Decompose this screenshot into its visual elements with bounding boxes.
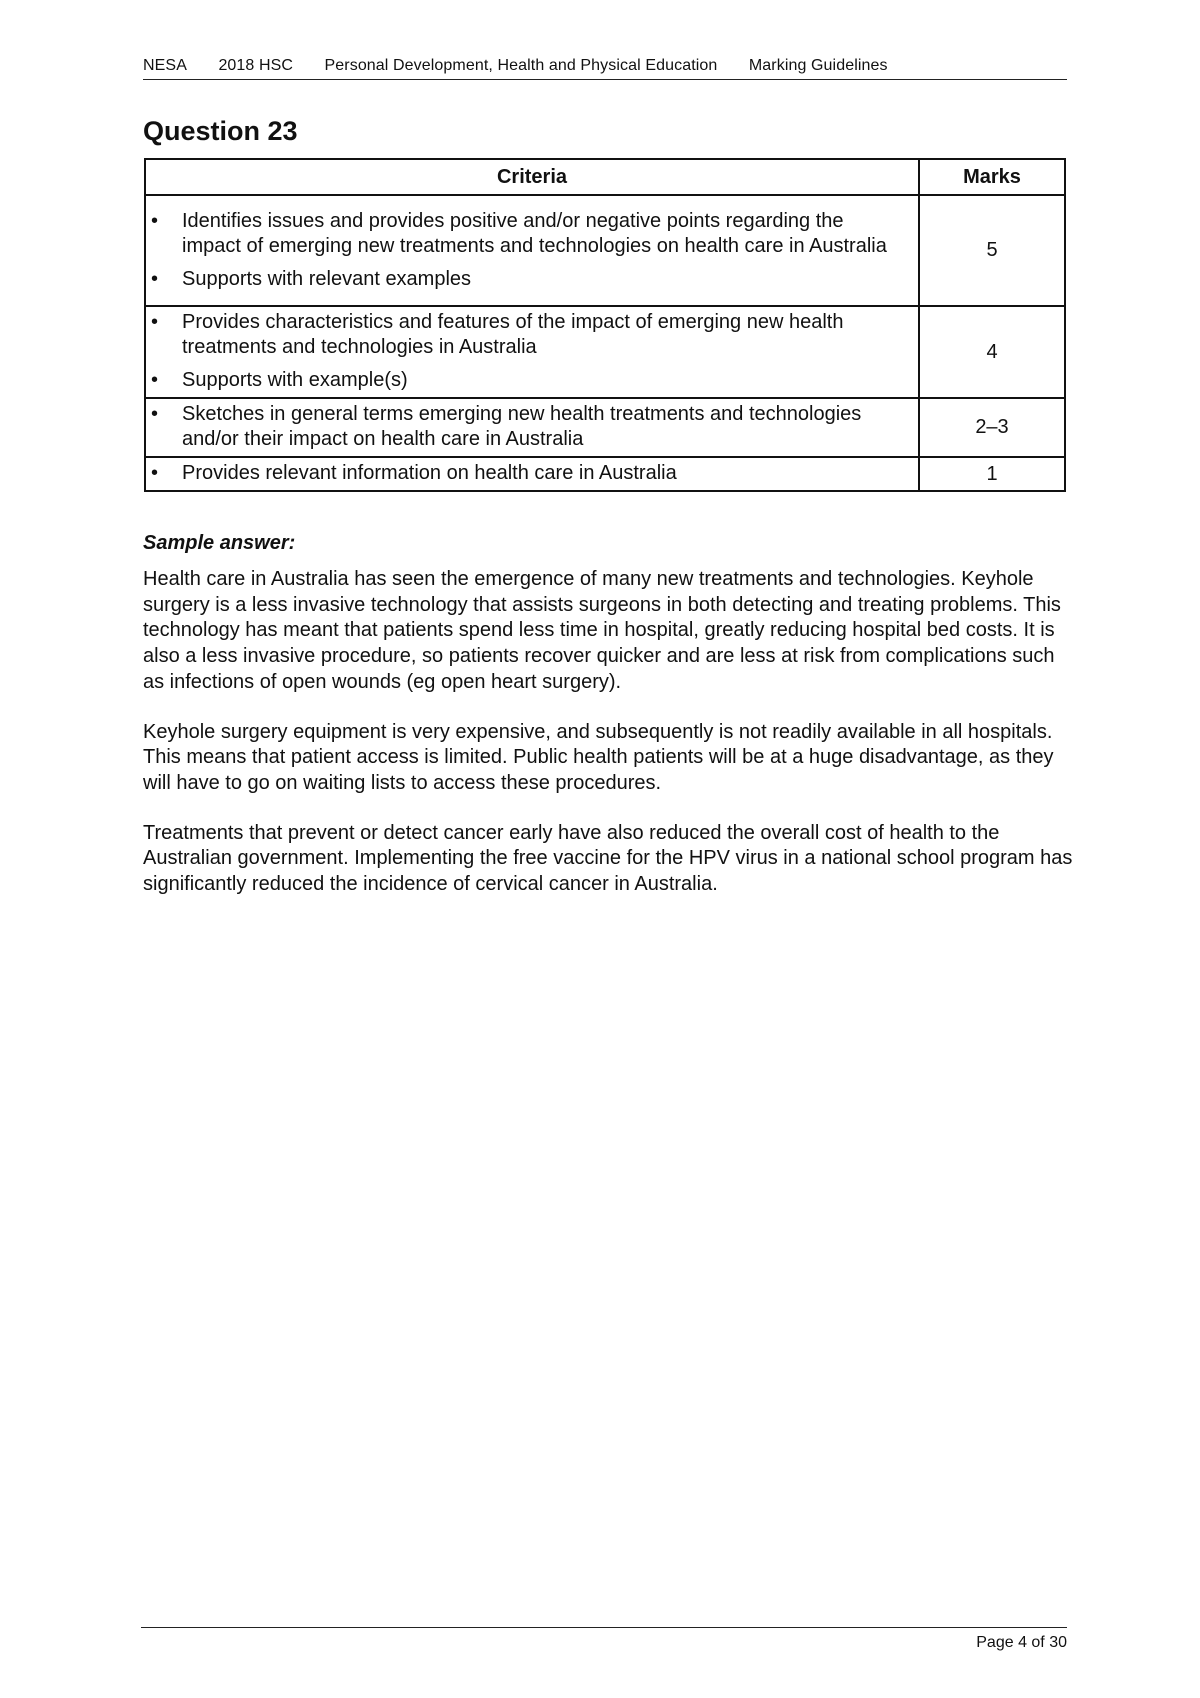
question-title: Question 23 (143, 116, 298, 146)
answer-paragraph: Keyhole surgery equipment is very expensive, and subsequently is not readily available in all hospitals. This means that patient access is limited. Public health patients will be at a huge disadvantage, as they will have to go on waiting lists to access these procedures. (143, 720, 1054, 794)
page-number: Page 4 of 30 (976, 1634, 1067, 1651)
header-subject: Personal Development, Health and Physical Education (324, 57, 718, 74)
criteria-cell (145, 306, 919, 398)
criteria-item (151, 310, 906, 360)
criteria-cell (145, 398, 919, 457)
table-row (145, 306, 1065, 398)
criteria-table (144, 158, 1066, 492)
marks-cell: 1 (919, 457, 1065, 491)
criteria-text: Provides characteristics and features of the impact of emerging new health treatments and technologies in Australia (182, 311, 844, 358)
criteria-item (151, 461, 906, 486)
criteria-cell (145, 457, 919, 491)
bullet-icon: • (151, 403, 159, 425)
criteria-column-header: Criteria (145, 159, 919, 195)
criteria-text: Identifies issues and provides positive and/or negative points regarding the impact of emerging new treatments and technologies on health care in Australia (182, 209, 887, 257)
marks-cell: 4 (919, 306, 1065, 398)
header-exam: 2018 HSC (218, 57, 294, 74)
criteria-item (151, 209, 906, 259)
sample-answer-label: Sample answer: (143, 532, 296, 554)
marks-column-header: Marks (919, 159, 1065, 195)
header-doc-type: Marking Guidelines (748, 57, 888, 74)
bullet-icon: • (151, 462, 159, 484)
sample-answer-body (143, 567, 1073, 922)
header-org: NESA (143, 57, 187, 74)
marks-cell: 2–3 (919, 398, 1065, 457)
footer-divider (141, 1627, 1067, 1628)
criteria-cell (145, 195, 919, 306)
criteria-item (151, 267, 906, 292)
answer-paragraph: Treatments that prevent or detect cancer early have also reduced the overall cost of health to the Australian government. Implementing the free vaccine for the HPV virus in a national school program has significantly reduced the incidence of cervical cancer in Australia. (143, 821, 1073, 896)
criteria-text: Supports with example(s) (182, 369, 408, 391)
bullet-icon: • (151, 267, 159, 290)
table-header-row (145, 159, 1065, 195)
table-row (145, 457, 1065, 491)
criteria-item (151, 368, 906, 393)
marks-cell: 5 (919, 195, 1065, 306)
bullet-icon: • (151, 311, 159, 333)
criteria-text: Supports with relevant examples (182, 267, 472, 290)
answer-paragraph: Health care in Australia has seen the emergence of many new treatments and technologies. Keyhole surgery is a less invasive technology that assists surgeons in both detecting and treating problems. This technology has meant that patients spend less time in hospital, greatly reducing hospital bed costs. It is also a less invasive procedure, so patients recover quicker and are less at risk from complications such as infections of open wounds (eg open heart surgery). (143, 568, 1061, 693)
table-row (145, 195, 1065, 306)
table-row (145, 398, 1065, 457)
bullet-icon: • (151, 209, 159, 232)
criteria-item (151, 402, 906, 452)
criteria-text: Provides relevant information on health care in Australia (182, 462, 677, 484)
running-header (143, 58, 1067, 80)
bullet-icon: • (151, 369, 159, 391)
criteria-text: Sketches in general terms emerging new health treatments and technologies and/or their impact on health care in Australia (182, 403, 862, 450)
